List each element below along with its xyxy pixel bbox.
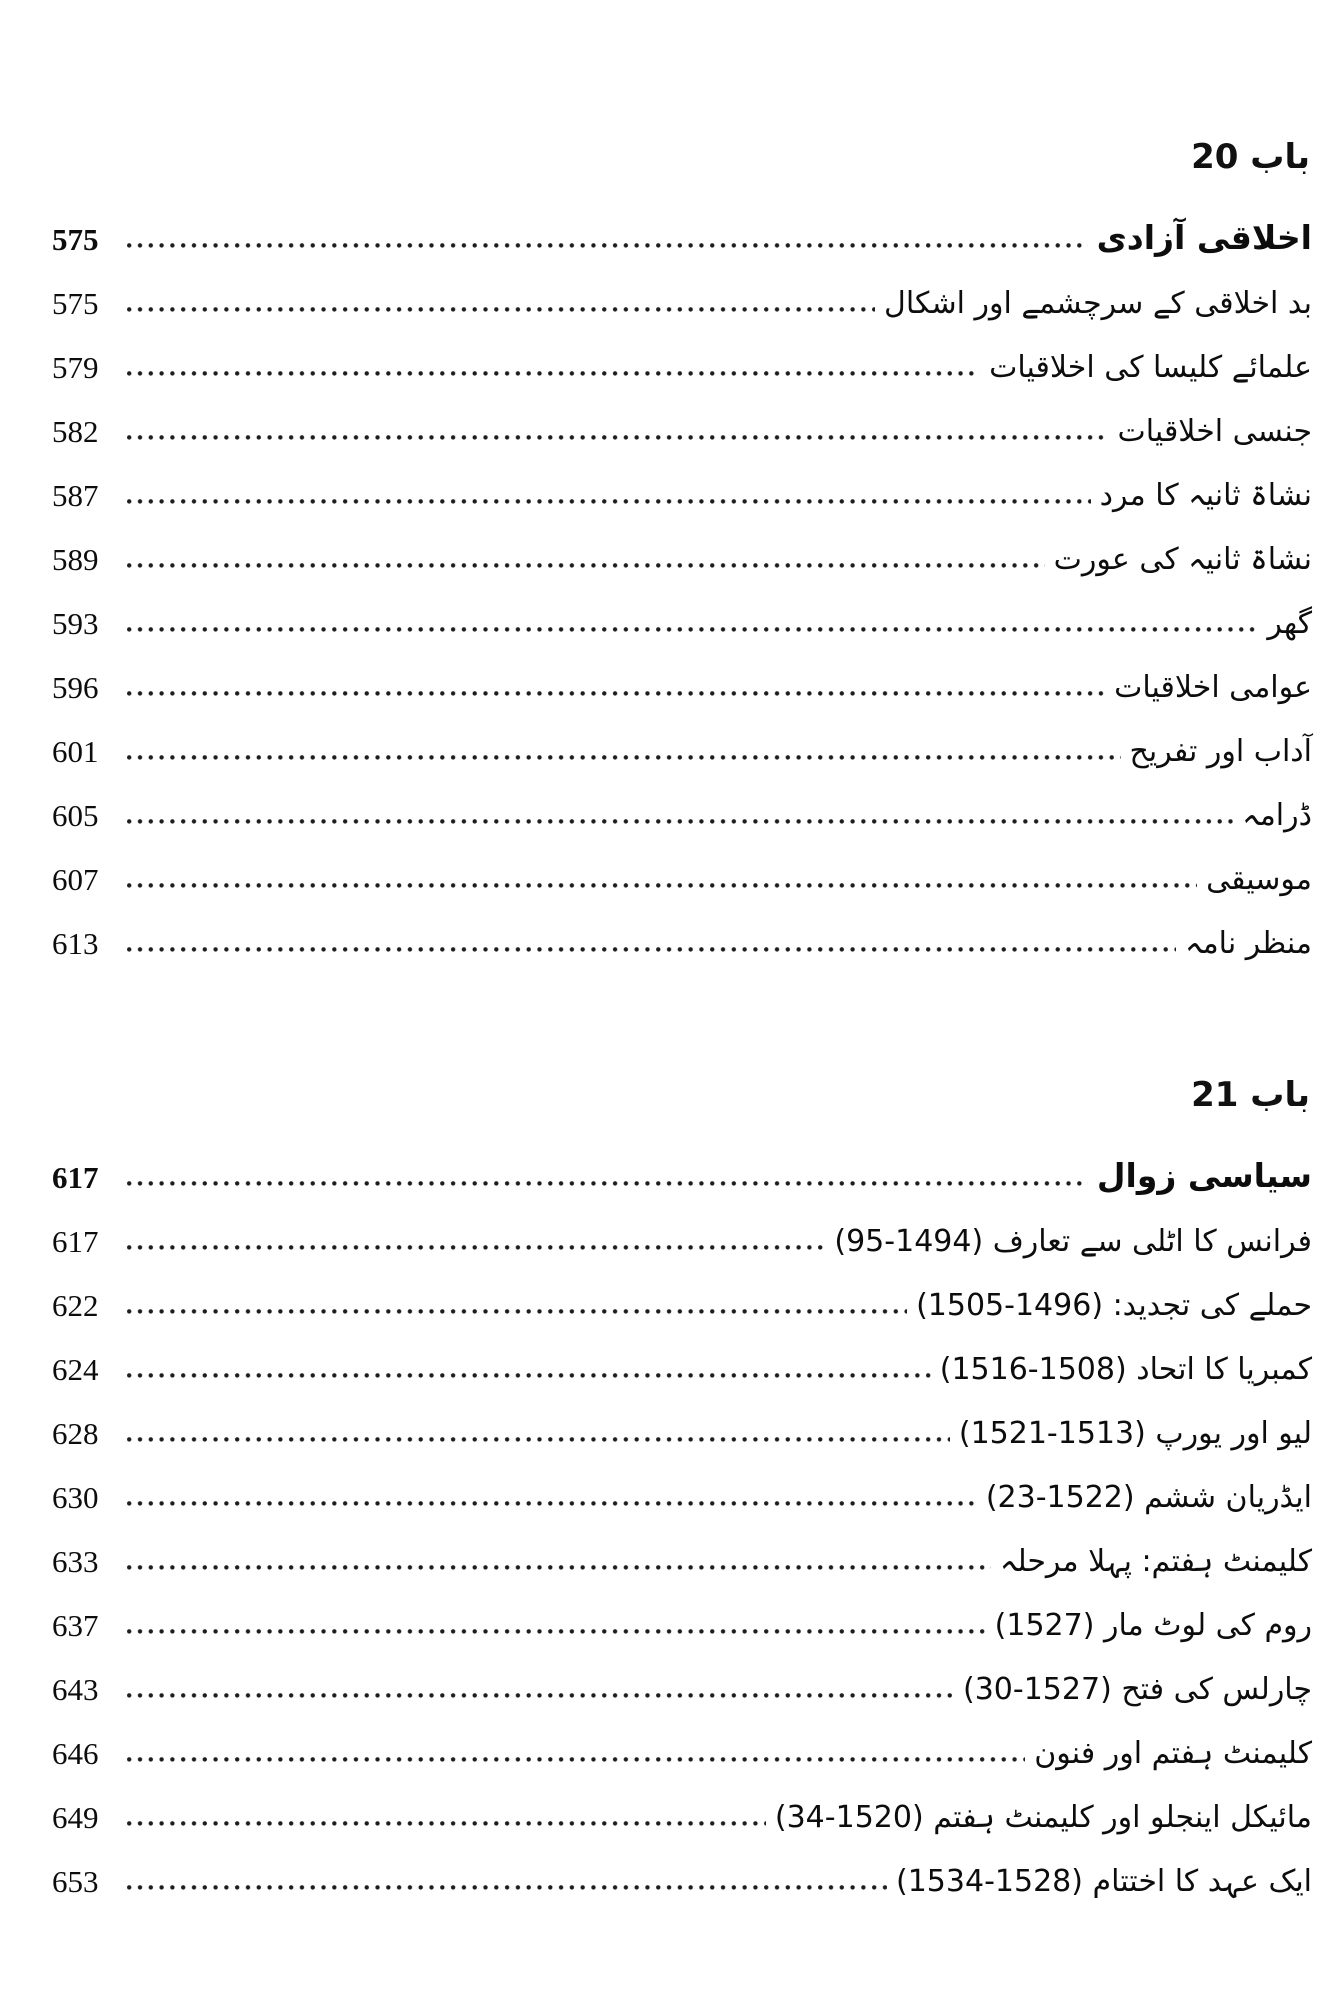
dotted-leader [127,307,875,312]
chapter-20-section [52,128,1312,962]
toc-entry-title: عوامی اخلاقیات [1114,669,1312,705]
toc-entry-title: علمائے کلیسا کی اخلاقیات [989,349,1312,385]
toc-entry-title: اخلاقی آزادی [1096,217,1312,257]
toc-entry-title: نشاۃ ثانیہ کی عورت [1053,541,1312,577]
toc-entry [52,322,1312,386]
toc-entry-title: حملے کی تجدید: (1496-1505) [916,1287,1312,1323]
toc-entry [52,450,1312,514]
dotted-leader [127,1245,825,1250]
toc-entry-title: جنسی اخلاقیات [1117,413,1312,449]
dotted-leader [127,1629,986,1634]
toc-entry-page-number: 575 [52,222,99,258]
dotted-leader [127,1437,950,1442]
toc-entry-page-number: 646 [52,1736,99,1772]
toc-entry [52,1196,1312,1260]
toc-entry-page-number: 582 [52,414,99,450]
toc-entry-title: بد اخلاقی کے سرچشمے اور اشکال [884,285,1312,321]
toc-entry-title: ڈرامہ [1242,797,1312,833]
chapter-21-section [52,1066,1312,1900]
toc-main-entry [52,1132,1312,1196]
toc-entry-title: موسیقی [1206,861,1312,897]
toc-entry [52,1836,1312,1900]
toc-entry [52,770,1312,834]
toc-entry-title: مائیکل اینجلو اور کلیمنٹ ہفتم (1520-34) [774,1799,1312,1835]
toc-entry [52,1772,1312,1836]
toc-entry-title: چارلس کی فتح (1527-30) [962,1671,1312,1707]
toc-entry-page-number: 596 [52,670,99,706]
dotted-leader [127,947,1176,952]
toc-entry-page-number: 607 [52,862,99,898]
toc-entry-page-number: 601 [52,734,99,770]
toc-entry-title: لیو اور یورپ (1513-1521) [958,1415,1312,1451]
toc-main-entry [52,194,1312,258]
dotted-leader [127,755,1121,760]
toc-entry-title: ایڈریان ششم (1522-23) [985,1479,1312,1515]
chapter-20-heading: باب 20 [1191,137,1310,177]
toc-entry [52,578,1312,642]
toc-entry-page-number: 643 [52,1672,99,1708]
dotted-leader [127,1565,991,1570]
toc-entry [52,642,1312,706]
toc-entry-page-number: 628 [52,1416,99,1452]
dotted-leader [127,1885,887,1890]
dotted-leader [127,435,1109,440]
toc-entry-title: روم کی لوٹ مار (1527) [994,1607,1312,1643]
toc-entry-page-number: 613 [52,926,99,962]
dotted-leader [127,1757,1025,1762]
toc-entry-page-number: 622 [52,1288,99,1324]
toc-entry-page-number: 575 [52,286,99,322]
toc-entry-title: کمبریا کا اتحاد (1508-1516) [939,1351,1312,1387]
chapter-21-heading: باب 21 [1191,1075,1310,1115]
toc-entry [52,258,1312,322]
toc-entry-title: منظر نامہ [1185,925,1312,961]
toc-entry-title: ایک عہد کا اختتام (1528-1534) [896,1863,1312,1899]
toc-entry-title: نشاۃ ثانیہ کا مرد [1099,477,1312,513]
toc-entry [52,1260,1312,1324]
toc-entry-page-number: 605 [52,798,99,834]
toc-entry-page-number: 617 [52,1160,99,1196]
toc-entry-page-number: 637 [52,1608,99,1644]
toc-entry-page-number: 593 [52,606,99,642]
toc-entry [52,706,1312,770]
dotted-leader [127,819,1233,824]
toc-entry-page-number: 649 [52,1800,99,1836]
toc-entry [52,834,1312,898]
dotted-leader [127,243,1088,248]
toc-entry-page-number: 617 [52,1224,99,1260]
dotted-leader [127,1821,766,1826]
toc-entry [52,1324,1312,1388]
dotted-leader [127,1501,977,1506]
toc-entry [52,1452,1312,1516]
toc-entry-page-number: 589 [52,542,99,578]
dotted-leader [127,563,1045,568]
toc-entry-page-number: 579 [52,350,99,386]
toc-entry [52,514,1312,578]
dotted-leader [127,499,1091,504]
toc-entry-title: کلیمنٹ ہفتم: پہلا مرحلہ [999,1543,1312,1579]
toc-entry-title: فرانس کا اٹلی سے تعارف (1494-95) [834,1223,1312,1259]
toc-entry-page-number: 624 [52,1352,99,1388]
dotted-leader [127,883,1197,888]
toc-entry-page-number: 653 [52,1864,99,1900]
toc-entry [52,1388,1312,1452]
dotted-leader [127,627,1258,632]
toc-entry-page-number: 633 [52,1544,99,1580]
dotted-leader [127,1309,907,1314]
dotted-leader [127,1373,931,1378]
toc-entry-page-number: 630 [52,1480,99,1516]
toc-entry-title: سیاسی زوال [1096,1155,1312,1195]
toc-entry [52,386,1312,450]
dotted-leader [127,1693,954,1698]
toc-entry-title: آداب اور تفریح [1129,733,1312,769]
toc-entry-title: گھر [1267,605,1312,641]
toc-entry [52,1644,1312,1708]
toc-entry [52,1580,1312,1644]
toc-entry-page-number: 587 [52,478,99,514]
dotted-leader [127,371,980,376]
toc-entry [52,898,1312,962]
dotted-leader [127,1181,1088,1186]
toc-entry [52,1708,1312,1772]
toc-entry [52,1516,1312,1580]
dotted-leader [127,691,1105,696]
toc-entry-title: کلیمنٹ ہفتم اور فنون [1034,1735,1312,1771]
